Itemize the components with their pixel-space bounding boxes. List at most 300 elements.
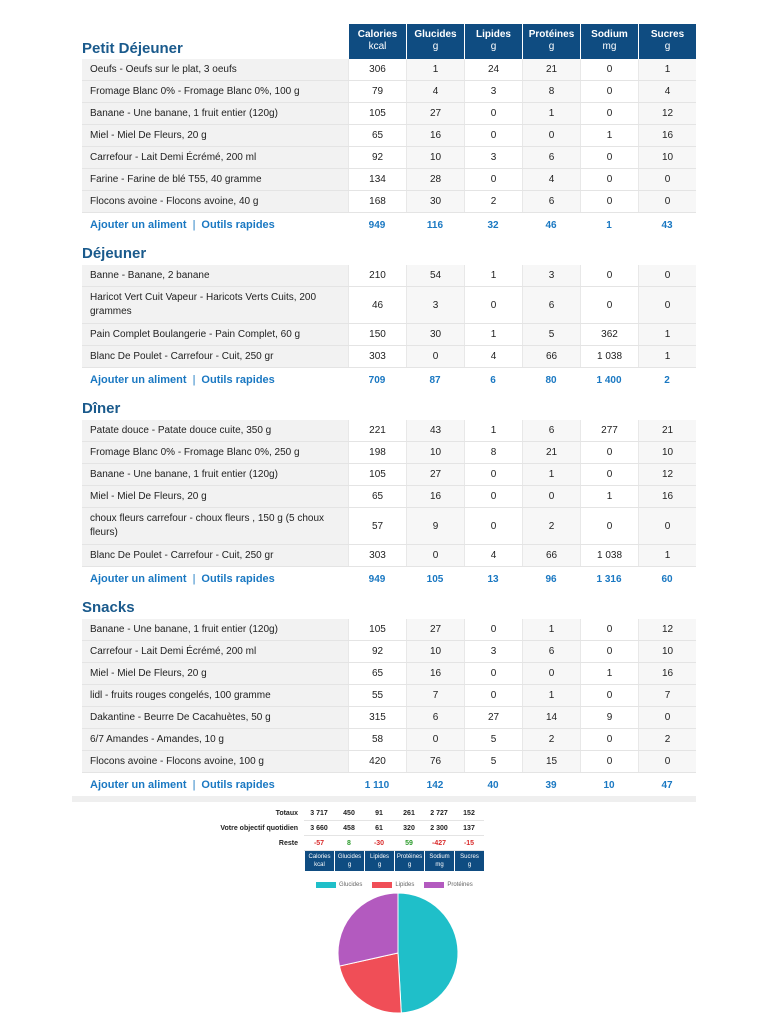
- food-row[interactable]: [82, 346, 696, 368]
- food-name[interactable]: Banane - Une banane, 1 fruit entier (120g): [82, 103, 348, 124]
- food-value: 0: [464, 125, 522, 146]
- chart-legend: [316, 882, 473, 888]
- food-row[interactable]: [82, 287, 696, 324]
- food-value: 0: [464, 486, 522, 507]
- food-name[interactable]: Dakantine - Beurre De Cacahuètes, 50 g: [82, 707, 348, 728]
- food-value: 57: [348, 508, 406, 544]
- food-value: 12: [638, 103, 696, 124]
- food-value: 0: [580, 751, 638, 772]
- meal-total-value: 6: [490, 374, 496, 386]
- meal-total-value: 1 400: [596, 374, 622, 386]
- summary-column: [334, 851, 364, 871]
- food-row[interactable]: [82, 81, 696, 103]
- food-value: 221: [348, 420, 406, 441]
- food-value: 1: [638, 346, 696, 367]
- pie-svg: [300, 876, 500, 1016]
- legend-item: [424, 882, 472, 888]
- legend-label: Glucides: [339, 882, 363, 888]
- food-value: 2: [522, 508, 580, 544]
- food-value: 8: [464, 442, 522, 463]
- food-value: 2: [638, 729, 696, 750]
- summary-value: 458: [334, 821, 364, 836]
- column-header: [464, 24, 522, 59]
- summary-column: [364, 851, 394, 871]
- column-label: Glucides: [414, 29, 457, 40]
- food-value: 30: [406, 191, 464, 212]
- food-value: 10: [406, 147, 464, 168]
- column-unit: mg: [602, 41, 617, 52]
- link-separator: |: [192, 573, 196, 585]
- meal-total-value: 43: [661, 219, 673, 231]
- meal-totals-lunch: [82, 368, 696, 392]
- summary-column-label: Sucres: [460, 854, 479, 860]
- food-value: 4: [522, 169, 580, 190]
- food-value: 105: [348, 103, 406, 124]
- food-value: 43: [406, 420, 464, 441]
- food-row[interactable]: [82, 685, 696, 707]
- food-row[interactable]: [82, 103, 696, 125]
- food-value: 66: [522, 346, 580, 367]
- add-food-link[interactable]: Ajouter un aliment: [90, 219, 187, 231]
- food-value: 9: [580, 707, 638, 728]
- meal-total-value: 40: [487, 779, 499, 791]
- meal-totals-breakfast: [82, 213, 696, 237]
- food-value: 10: [638, 641, 696, 662]
- summary-row: [200, 836, 534, 851]
- food-value: 27: [406, 619, 464, 640]
- food-value: 0: [580, 191, 638, 212]
- summary-column-label: Calories: [308, 854, 331, 860]
- meal-title-snacks: Snacks: [82, 598, 135, 616]
- food-value: 0: [464, 619, 522, 640]
- food-value: 66: [522, 545, 580, 566]
- food-value: 1: [638, 59, 696, 80]
- food-value: 28: [406, 169, 464, 190]
- food-name[interactable]: Fromage Blanc 0% - Fromage Blanc 0%, 100 g: [82, 81, 348, 102]
- meal-total-value: 39: [545, 779, 557, 791]
- macro-pie-chart: [300, 876, 500, 1016]
- summary-value: 59: [394, 836, 424, 851]
- food-value: 3: [464, 81, 522, 102]
- food-name[interactable]: Carrefour - Lait Demi Écrémé, 200 ml: [82, 147, 348, 168]
- food-row[interactable]: [82, 442, 696, 464]
- summary-column-label: Lipides: [369, 854, 389, 860]
- food-value: 3: [464, 641, 522, 662]
- pie-slice-protéines: [338, 893, 398, 966]
- meal-total-value: 32: [487, 219, 499, 231]
- food-value: 150: [348, 324, 406, 345]
- column-header: [580, 24, 638, 59]
- food-value: 0: [580, 287, 638, 323]
- food-value: 6: [522, 641, 580, 662]
- food-row[interactable]: [82, 641, 696, 663]
- food-name[interactable]: Patate douce - Patate douce cuite, 350 g: [82, 420, 348, 441]
- summary-value: 61: [364, 821, 394, 836]
- meal-total-value: 47: [661, 779, 673, 791]
- food-value: 277: [580, 420, 638, 441]
- food-value: 27: [464, 707, 522, 728]
- food-value: 2: [522, 729, 580, 750]
- summary-column-unit: kcal: [314, 862, 325, 868]
- meal-total-value: 96: [545, 573, 557, 585]
- food-value: 14: [522, 707, 580, 728]
- food-row[interactable]: [82, 545, 696, 567]
- food-value: 105: [348, 619, 406, 640]
- food-value: 55: [348, 685, 406, 706]
- food-value: 198: [348, 442, 406, 463]
- food-value: 92: [348, 147, 406, 168]
- food-value: 1 038: [580, 545, 638, 566]
- food-row[interactable]: [82, 125, 696, 147]
- food-name[interactable]: Haricot Vert Cuit Vapeur - Haricots Verts Cuits, 200 grammes: [82, 287, 348, 323]
- meal-header-snacks: [82, 595, 696, 619]
- food-value: 65: [348, 486, 406, 507]
- food-value: 46: [348, 287, 406, 323]
- food-row[interactable]: [82, 508, 696, 545]
- column-label: Sodium: [591, 29, 628, 40]
- food-value: 0: [464, 685, 522, 706]
- food-value: 6: [522, 287, 580, 323]
- food-value: 24: [464, 59, 522, 80]
- food-value: 0: [464, 103, 522, 124]
- column-unit: g: [432, 41, 439, 52]
- food-value: 79: [348, 81, 406, 102]
- food-diary: [82, 24, 696, 801]
- summary-value: 2 727: [424, 806, 454, 821]
- summary-column-unit: g: [407, 862, 412, 868]
- food-row[interactable]: [82, 486, 696, 508]
- food-value: 1: [580, 125, 638, 146]
- food-value: 420: [348, 751, 406, 772]
- food-row[interactable]: [82, 265, 696, 287]
- food-value: 0: [580, 81, 638, 102]
- food-row[interactable]: [82, 464, 696, 486]
- food-name[interactable]: Miel - Miel De Fleurs, 20 g: [82, 486, 348, 507]
- food-value: 0: [580, 59, 638, 80]
- meal-total-value: 1 316: [596, 573, 622, 585]
- summary-column: [454, 851, 484, 871]
- meal-header-dinner: [82, 396, 696, 420]
- food-value: 10: [638, 147, 696, 168]
- legend-item: [316, 882, 362, 888]
- food-value: 21: [522, 442, 580, 463]
- food-value: 0: [580, 442, 638, 463]
- food-value: 54: [406, 265, 464, 286]
- food-name[interactable]: Pain Complet Boulangerie - Pain Complet, 60 g: [82, 324, 348, 345]
- food-value: 306: [348, 59, 406, 80]
- food-name[interactable]: Blanc De Poulet - Carrefour - Cuit, 250 gr: [82, 545, 348, 566]
- food-value: 3: [464, 147, 522, 168]
- food-value: 362: [580, 324, 638, 345]
- legend-item: [372, 882, 414, 888]
- food-value: 30: [406, 324, 464, 345]
- food-value: 0: [638, 265, 696, 286]
- food-value: 10: [406, 442, 464, 463]
- food-value: 0: [406, 346, 464, 367]
- summary-divider: [72, 796, 696, 802]
- food-row[interactable]: [82, 324, 696, 346]
- food-value: 21: [522, 59, 580, 80]
- food-value: 1: [464, 265, 522, 286]
- meal-title-lunch: Déjeuner: [82, 244, 147, 262]
- food-value: 3: [522, 265, 580, 286]
- link-separator: |: [192, 779, 196, 791]
- food-value: 0: [464, 287, 522, 323]
- food-row[interactable]: [82, 707, 696, 729]
- meal-total-value: 105: [426, 573, 444, 585]
- link-separator: |: [192, 219, 196, 231]
- food-value: 4: [406, 81, 464, 102]
- summary-value: 137: [454, 821, 484, 836]
- column-unit: g: [548, 41, 555, 52]
- summary-value: 2 300: [424, 821, 454, 836]
- summary-value: 320: [394, 821, 424, 836]
- meal-total-value: 142: [426, 779, 444, 791]
- food-row[interactable]: [82, 191, 696, 213]
- summary-value: -15: [454, 836, 484, 851]
- meal-total-value: 116: [426, 219, 444, 231]
- food-value: 58: [348, 729, 406, 750]
- food-value: 2: [464, 191, 522, 212]
- summary-column: [304, 851, 334, 871]
- food-name[interactable]: Banane - Une banane, 1 fruit entier (120g): [82, 464, 348, 485]
- food-name[interactable]: Farine - Farine de blé T55, 40 gramme: [82, 169, 348, 190]
- summary-value: 8: [334, 836, 364, 851]
- food-value: 0: [638, 508, 696, 544]
- food-value: 7: [406, 685, 464, 706]
- food-row[interactable]: [82, 619, 696, 641]
- summary-column: [394, 851, 424, 871]
- food-value: 0: [522, 486, 580, 507]
- food-value: 0: [464, 663, 522, 684]
- link-separator: |: [192, 374, 196, 386]
- summary-value: -57: [304, 836, 334, 851]
- food-value: 0: [406, 545, 464, 566]
- food-value: 1: [464, 324, 522, 345]
- food-value: 21: [638, 420, 696, 441]
- food-value: 10: [638, 442, 696, 463]
- food-value: 3: [406, 287, 464, 323]
- column-unit: g: [664, 41, 671, 52]
- food-value: 0: [580, 619, 638, 640]
- daily-summary: [200, 806, 534, 871]
- add-food-link[interactable]: Ajouter un aliment: [90, 374, 187, 386]
- food-value: 16: [406, 663, 464, 684]
- meal-total-value: 1 110: [364, 779, 390, 791]
- pie-slice-glucides: [398, 893, 458, 1013]
- food-value: 0: [580, 147, 638, 168]
- meal-title-breakfast: Petit Déjeuner: [82, 40, 183, 57]
- food-value: 6: [406, 707, 464, 728]
- meal-total-value: 80: [545, 374, 557, 386]
- food-name[interactable]: Carrefour - Lait Demi Écrémé, 200 ml: [82, 641, 348, 662]
- food-name[interactable]: Fromage Blanc 0% - Fromage Blanc 0%, 250 g: [82, 442, 348, 463]
- food-value: 0: [638, 287, 696, 323]
- food-name[interactable]: Miel - Miel De Fleurs, 20 g: [82, 663, 348, 684]
- food-value: 65: [348, 125, 406, 146]
- food-name[interactable]: Banane - Une banane, 1 fruit entier (120g): [82, 619, 348, 640]
- food-value: 4: [464, 545, 522, 566]
- food-value: 1: [580, 486, 638, 507]
- meal-actions: [82, 368, 348, 392]
- food-value: 303: [348, 346, 406, 367]
- column-header: [348, 24, 406, 59]
- food-value: 8: [522, 81, 580, 102]
- food-value: 1: [522, 464, 580, 485]
- food-value: 0: [464, 464, 522, 485]
- column-header: [638, 24, 696, 59]
- add-food-link[interactable]: Ajouter un aliment: [90, 573, 187, 585]
- summary-label: Votre objectif quotidien: [220, 825, 298, 832]
- column-label: Sucres: [650, 29, 685, 40]
- food-value: 15: [522, 751, 580, 772]
- summary-column-label: Sodium: [429, 854, 450, 860]
- food-value: 1 038: [580, 346, 638, 367]
- food-value: 6: [522, 420, 580, 441]
- food-value: 5: [464, 751, 522, 772]
- meal-title-dinner: Dîner: [82, 399, 121, 417]
- food-value: 16: [638, 486, 696, 507]
- meal-total-value: 2: [664, 374, 670, 386]
- quick-tools-link[interactable]: Outils rapides: [201, 573, 275, 585]
- food-value: 16: [406, 486, 464, 507]
- food-row[interactable]: [82, 420, 696, 442]
- quick-tools-link[interactable]: Outils rapides: [201, 779, 275, 791]
- food-row[interactable]: [82, 169, 696, 191]
- quick-tools-link[interactable]: Outils rapides: [201, 374, 275, 386]
- food-value: 0: [580, 103, 638, 124]
- food-row[interactable]: [82, 751, 696, 773]
- summary-column-unit: mg: [435, 862, 444, 868]
- food-value: 0: [580, 508, 638, 544]
- food-value: 168: [348, 191, 406, 212]
- legend-swatch: [424, 882, 444, 888]
- food-value: 76: [406, 751, 464, 772]
- food-row[interactable]: [82, 59, 696, 81]
- food-value: 0: [580, 265, 638, 286]
- food-value: 0: [580, 729, 638, 750]
- column-label: Calories: [357, 29, 398, 40]
- meal-total-value: 46: [545, 219, 557, 231]
- food-name[interactable]: Miel - Miel De Fleurs, 20 g: [82, 125, 348, 146]
- food-value: 0: [580, 169, 638, 190]
- food-value: 0: [638, 191, 696, 212]
- meal-totals-dinner: [82, 567, 696, 591]
- food-row[interactable]: [82, 147, 696, 169]
- summary-column-unit: g: [347, 862, 352, 868]
- food-name[interactable]: lidl - fruits rouges congelés, 100 gramme: [82, 685, 348, 706]
- legend-label: Protéines: [447, 882, 473, 888]
- column-unit: g: [490, 41, 497, 52]
- food-value: 134: [348, 169, 406, 190]
- food-value: 10: [406, 641, 464, 662]
- summary-value: 450: [334, 806, 364, 821]
- food-value: 0: [522, 125, 580, 146]
- food-value: 1: [464, 420, 522, 441]
- food-name[interactable]: Flocons avoine - Flocons avoine, 40 g: [82, 191, 348, 212]
- summary-column-unit: g: [467, 862, 472, 868]
- summary-value: 152: [454, 806, 484, 821]
- food-value: 5: [464, 729, 522, 750]
- food-value: 65: [348, 663, 406, 684]
- food-value: 1: [522, 685, 580, 706]
- food-value: 0: [580, 685, 638, 706]
- food-value: 27: [406, 103, 464, 124]
- food-name[interactable]: 6/7 Amandes - Amandes, 10 g: [82, 729, 348, 750]
- meal-total-value: 13: [487, 573, 499, 585]
- food-name[interactable]: Banne - Banane, 2 banane: [82, 265, 348, 286]
- food-value: 7: [638, 685, 696, 706]
- legend-swatch: [316, 882, 336, 888]
- summary-value: 261: [394, 806, 424, 821]
- quick-tools-link[interactable]: Outils rapides: [201, 219, 275, 231]
- food-value: 12: [638, 619, 696, 640]
- food-value: 0: [522, 663, 580, 684]
- food-name[interactable]: Oeufs - Oeufs sur le plat, 3 oeufs: [82, 59, 348, 80]
- column-header: [406, 24, 464, 59]
- summary-value: 3 660: [304, 821, 334, 836]
- food-name[interactable]: Flocons avoine - Flocons avoine, 100 g: [82, 751, 348, 772]
- meal-total-value: 709: [368, 374, 386, 386]
- summary-label: Totaux: [275, 810, 298, 817]
- legend-swatch: [372, 882, 392, 888]
- food-value: 210: [348, 265, 406, 286]
- summary-column: [424, 851, 454, 871]
- meal-total-value: 949: [368, 573, 386, 585]
- food-value: 9: [406, 508, 464, 544]
- food-value: 0: [580, 641, 638, 662]
- meal-total-value: 10: [603, 779, 615, 791]
- food-value: 0: [580, 464, 638, 485]
- food-value: 5: [522, 324, 580, 345]
- summary-column-unit: g: [377, 862, 382, 868]
- meal-total-value: 1: [606, 219, 612, 231]
- food-row[interactable]: [82, 729, 696, 751]
- food-value: 315: [348, 707, 406, 728]
- food-value: 0: [638, 707, 696, 728]
- food-value: 6: [522, 147, 580, 168]
- add-food-link[interactable]: Ajouter un aliment: [90, 779, 187, 791]
- legend-label: Lipides: [395, 882, 415, 888]
- meal-totals-snacks: [82, 773, 696, 797]
- food-value: 1: [406, 59, 464, 80]
- meal-total-value: 87: [429, 374, 441, 386]
- meal-total-value: 60: [661, 573, 673, 585]
- food-value: 0: [406, 729, 464, 750]
- food-value: 0: [638, 169, 696, 190]
- meal-actions: [82, 213, 348, 237]
- food-value: 1: [580, 663, 638, 684]
- food-name[interactable]: choux fleurs carrefour - choux fleurs , 150 g (5 choux fleurs): [82, 508, 348, 544]
- food-value: 6: [522, 191, 580, 212]
- column-unit: kcal: [368, 41, 387, 52]
- food-value: 16: [638, 663, 696, 684]
- meal-actions: [82, 567, 348, 591]
- food-value: 16: [406, 125, 464, 146]
- food-name[interactable]: Blanc De Poulet - Carrefour - Cuit, 250 gr: [82, 346, 348, 367]
- column-label: Protéines: [528, 29, 575, 40]
- summary-value: 91: [364, 806, 394, 821]
- food-value: 1: [522, 103, 580, 124]
- food-row[interactable]: [82, 663, 696, 685]
- summary-label: Reste: [278, 840, 298, 847]
- food-value: 0: [464, 169, 522, 190]
- food-value: 4: [638, 81, 696, 102]
- summary-value: -30: [364, 836, 394, 851]
- food-value: 105: [348, 464, 406, 485]
- table-header: [82, 24, 696, 59]
- column-header: [522, 24, 580, 59]
